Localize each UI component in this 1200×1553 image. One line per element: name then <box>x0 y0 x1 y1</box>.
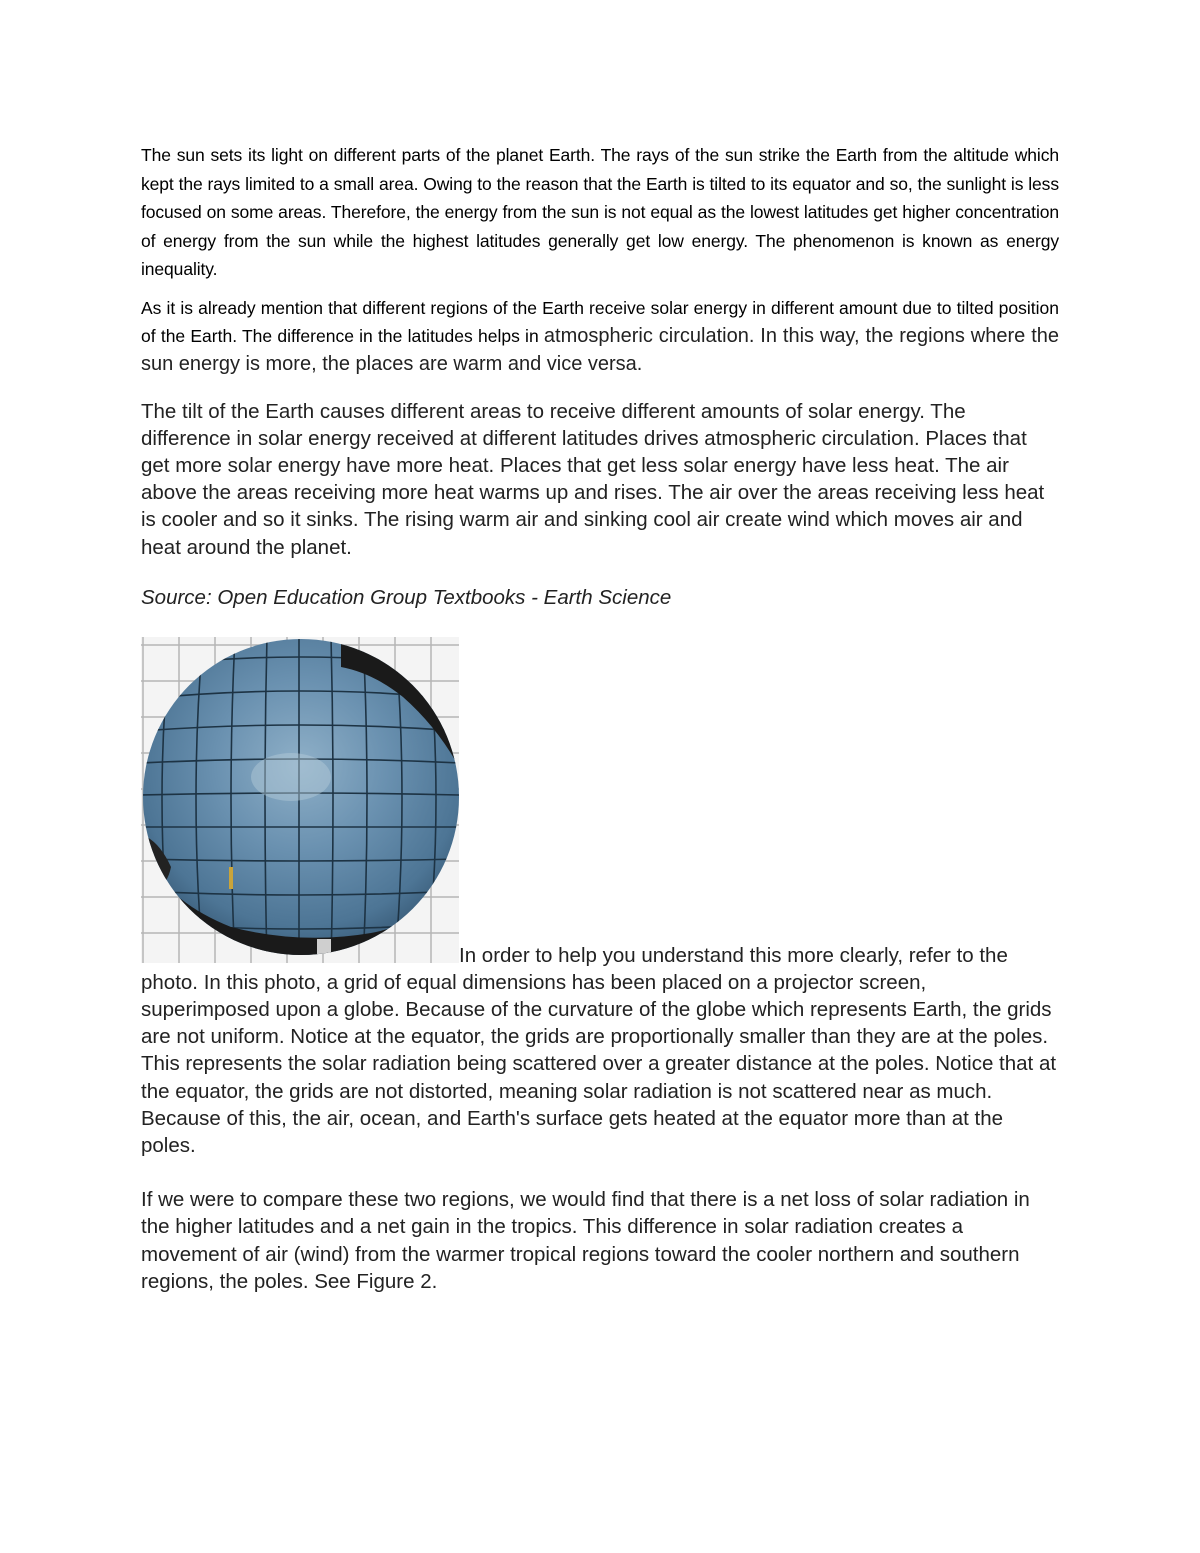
paragraph-energy-inequality: The sun sets its light on different parts of the planet Earth. The rays of the sun strike the Earth from the altitude which kept the rays limited to a small area. Owing to the reason that the Earth is tilted to its equator and so, the sunlight is less focused on some areas. Therefore, the energy from the sun is not equal as the lowest latitudes get higher concentration of energy from the sun while the highest latitudes generally get low energy. The phenomenon is known as energy inequality. <box>141 145 1059 279</box>
source-citation: Source: Open Education Group Textbooks - Earth Science <box>141 585 672 609</box>
paragraph-tilt-of-earth: The tilt of the Earth causes different areas to receive different amounts of solar energy. The difference in solar energy received at different latitudes drives atmospheric circulation. Places that get more solar energy have more heat. Places that get less solar energy have less heat. The air above the areas receiving more heat warms up and rises. The air over the areas receiving less heat is cooler and so it sinks. The rising warm air and sinking cool air create wind which moves air and heat around the planet. <box>141 399 1045 559</box>
paragraph-net-radiation: If we were to compare these two regions, we would find that there is a net loss of solar radiation in the higher latitudes and a net gain in the tropics. This difference in solar radiation creates a movement of air (wind) from the warmer tropical regions toward the cooler northern and southern regions, the poles. See Figure 2. <box>141 1188 1030 1293</box>
paragraph-2-part-1: As it is already mention that different regions of the Earth receive solar energy in different amount due to tilted position of the Earth. The difference in the latitudes helps in <box>141 297 1059 346</box>
paragraph-globe-photo <box>141 637 1059 1159</box>
paragraph-2-part-2: atmospheric circulation. In this way, the regions where the sun energy is more, the places are warm and vice versa. <box>141 324 1059 375</box>
paragraph-4-text: In order to help you understand this more clearly, refer to the photo. In this photo, a grid of equal dimensions has been placed on a projector screen, superimposed upon a globe. Because of the curvature of the globe which represents Earth, the grids are not uniform. Notice at the equator, the grids are proportionally smaller than they are at the poles. This represents the solar radiation being scattered over a greater distance at the poles. Notice that at the equator, the grids are not distorted, meaning solar radiation is not scattered near as much. Because of this, the air, ocean, and Earth's surface gets heated at the equator more than at the poles. <box>141 943 1057 1157</box>
document-page <box>141 141 1059 1318</box>
globe-grid-photo <box>141 637 459 963</box>
paragraph-atmospheric-circulation <box>141 294 1059 378</box>
